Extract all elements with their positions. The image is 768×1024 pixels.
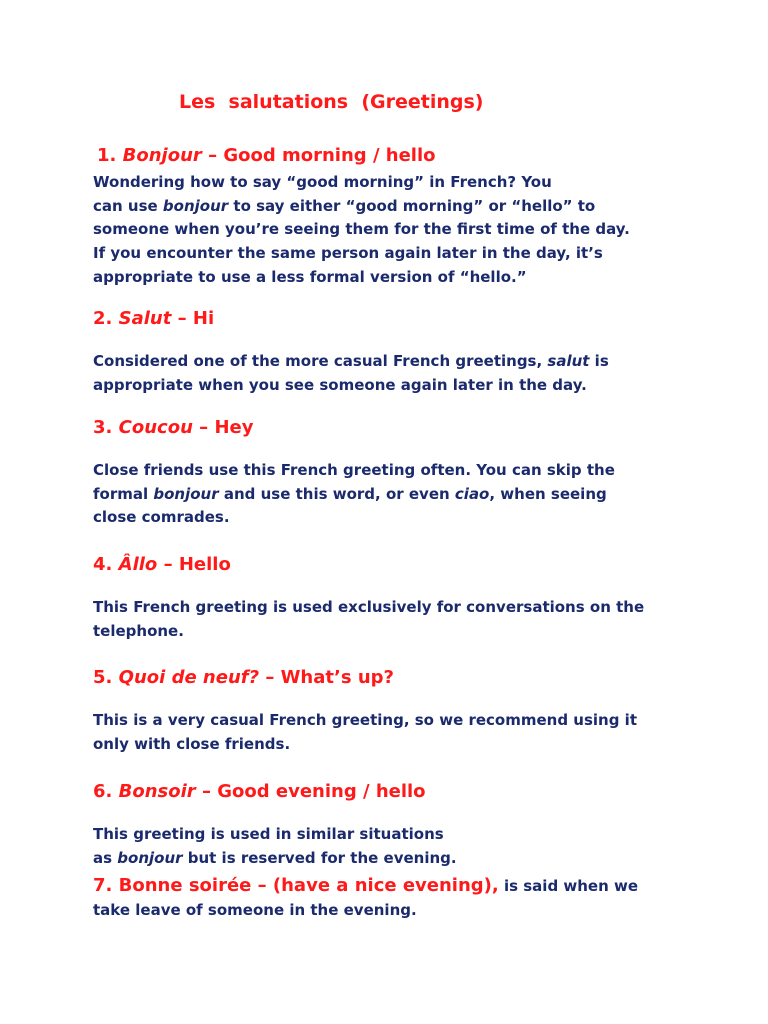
paragraph-line: [93, 620, 644, 644]
french-term: Quoi de neuf?: [118, 667, 260, 688]
paragraph-line: [93, 596, 644, 620]
section-paragraph: [93, 709, 637, 756]
text-run: to say either “good morning” or “hello” to: [228, 196, 596, 215]
text-run: is: [589, 352, 609, 370]
section-paragraph: [93, 823, 457, 870]
section-number: 6.: [93, 781, 113, 802]
text-run: formal: [93, 484, 154, 503]
english-meaning: – Good evening / hello: [195, 781, 426, 802]
section-paragraph: [93, 596, 644, 643]
italic-term: bonjour: [153, 484, 219, 503]
text-run: and use this word, or even: [218, 484, 455, 503]
text-run: but is reserved for the evening.: [182, 848, 457, 867]
english-meaning: – Hi: [171, 308, 215, 329]
page-title: Les salutations (Greetings): [179, 91, 484, 113]
section-heading: [93, 554, 231, 575]
text-run: close comrades.: [93, 508, 230, 527]
section-heading: [93, 417, 253, 438]
text-run: telephone.: [93, 621, 184, 640]
english-meaning: – Good morning / hello: [201, 145, 436, 166]
text-run: If you encounter the same person again later in the day, it’s: [93, 244, 603, 263]
french-term: Âllo: [118, 554, 158, 575]
paragraph-line: [93, 483, 615, 507]
paragraph-line: [93, 242, 630, 266]
english-meaning: – Hello: [157, 554, 231, 575]
text-run: Wondering how to say “good morning” in French? You: [93, 173, 552, 191]
italic-term: salut: [547, 352, 590, 370]
paragraph-line: [93, 823, 457, 847]
french-term: Bonsoir: [118, 781, 196, 802]
text-run: as: [93, 848, 118, 867]
paragraph-line: [93, 847, 457, 871]
italic-term: bonjour: [117, 848, 183, 867]
text-run: This French greeting is used exclusively for conversations on the: [93, 598, 645, 616]
paragraph-line: [93, 733, 637, 757]
section-7: [93, 874, 638, 922]
paragraph-line: [93, 709, 637, 733]
paragraph-line: [93, 218, 630, 242]
paragraph-line: [93, 506, 615, 530]
text-run: This greeting is used in similar situations: [93, 825, 444, 843]
paragraph-line: [93, 195, 630, 219]
italic-term: bonjour: [162, 196, 229, 215]
french-term: Coucou: [118, 417, 193, 438]
text-run: appropriate to use a less formal version of “hello.”: [93, 267, 527, 286]
paragraph-line: [93, 350, 609, 374]
section-heading: [93, 781, 426, 802]
section-paragraph: [93, 171, 630, 290]
text-run: only with close friends.: [93, 734, 291, 753]
text-run: , when seeing: [489, 484, 607, 503]
section-paragraph: [93, 350, 609, 397]
text-run: Close friends use this French greeting often. You can skip the: [93, 461, 615, 479]
text-run: This is a very casual French greeting, so we recommend using it: [93, 711, 637, 729]
section-paragraph: [93, 459, 615, 530]
section-7-line-2: take leave of someone in the evening.: [93, 900, 417, 919]
section-number: 3.: [93, 417, 113, 438]
section-heading: [97, 145, 436, 166]
section-7-line: [93, 874, 638, 899]
section-number: 2.: [93, 308, 113, 329]
section-number: 5.: [93, 667, 113, 688]
text-run: someone when you’re seeing them for the first time of the day.: [93, 220, 630, 239]
section-7-text: is said when we: [498, 877, 639, 895]
paragraph-line: [93, 459, 615, 483]
text-run: can use: [93, 196, 163, 215]
section-heading: [93, 667, 394, 688]
french-term: Salut: [118, 308, 172, 329]
section-heading: [93, 308, 214, 329]
english-meaning: – What’s up?: [259, 667, 394, 688]
paragraph-line: [93, 266, 630, 290]
text-run: appropriate when you see someone again later in the day.: [93, 375, 587, 394]
paragraph-line: [93, 374, 609, 398]
french-term: Bonjour: [122, 145, 202, 166]
section-7-heading: 7. Bonne soirée – (have a nice evening),: [93, 875, 499, 896]
text-run: Considered one of the more casual French greetings,: [93, 352, 548, 370]
italic-term: ciao: [454, 484, 490, 503]
paragraph-line: [93, 171, 630, 195]
english-meaning: – Hey: [192, 417, 254, 438]
section-number: 1.: [97, 145, 117, 166]
section-number: 4.: [93, 554, 113, 575]
